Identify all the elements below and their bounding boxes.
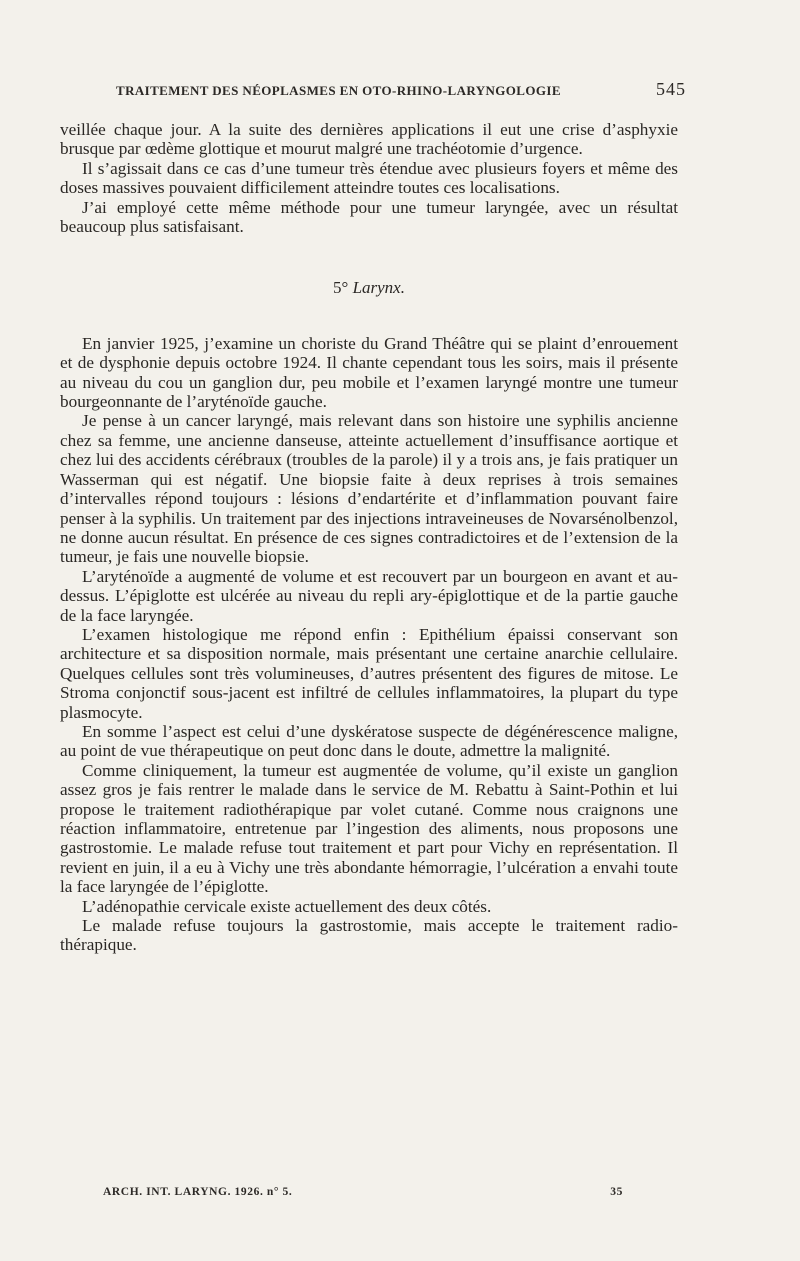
paragraph: Comme cliniquement, la tumeur est augmentée de volume, qu’il existe un ganglion assez gros je fais rentrer le malade dans le service de M. Rebattu à Saint-Pothin et lui propose le traitement radiothérapique par volet cutané. Comme nous craignons une réaction inflammatoire, entretenue par l’ingestion des aliments, nous proposons une gastrostomie. Le malade refuse tout traitement et part pour Vichy en représentation. Il revient en juin, il a eu à Vichy une très abondante hémorragie, l’ulcération a envahi toute la face laryngée de l’épiglotte. — [60, 760, 678, 897]
signature-mark: 35 — [610, 1186, 623, 1198]
page-body — [60, 120, 678, 955]
running-title: TRAITEMENT DES NÉOPLASMES EN OTO-RHINO-LARYNGOLOGIE — [116, 83, 561, 98]
paragraph: J’ai employé cette même méthode pour une tumeur laryngée, avec un résultat beaucoup plus satisfaisant. — [60, 197, 678, 237]
page-number: 545 — [656, 79, 686, 99]
page-footer — [103, 1186, 623, 1198]
paragraph: L’adénopathie cervicale existe actuellement des deux côtés. — [82, 896, 492, 916]
paragraph: Il s’agissait dans ce cas d’une tumeur très étendue avec plusieurs foyers et même des doses massives pouvaient difficilement atteindre toutes ces localisations. — [60, 158, 678, 198]
running-header — [116, 79, 686, 100]
paragraph: Je pense à un cancer laryngé, mais relevant dans son histoire une syphilis ancienne chez sa femme, une ancienne danseuse, atteinte actuellement d’insuffisance aortique et chez lui des accidents cérébraux (troubles de la parole) il y a trois ans, je fais pratiquer un Wasserman qui est négatif. Une biopsie faite à deux reprises à trois semaines d’intervalles répond toujours : lésions d’endartérite et d’inflammation pouvant faire penser à la syphilis. Un traitement par des injections intraveineuses de Novarsénolbenzol, ne donne aucun résultat. En présence de ces signes contradictoires et de l’extension de la tumeur, je fais une nouvelle biopsie. — [60, 411, 678, 567]
section-title: Larynx. — [352, 278, 405, 298]
section-heading — [60, 278, 678, 297]
section-number: 5° — [333, 278, 349, 298]
paragraph: Le malade refuse toujours la gastrostomie, mais accepte le traitement radio-thérapique. — [60, 916, 678, 955]
journal-reference: ARCH. INT. LARYNG. 1926. n° 5. — [103, 1186, 293, 1198]
paragraph: L’aryténoïde a augmenté de volume et est recouvert par un bourgeon en avant et au-dessus. L’épiglotte est ulcérée au niveau du repli ary-épiglottique et de la partie gauche de la face laryngée. — [60, 566, 678, 625]
paragraph: En somme l’aspect est celui d’une dyskératose suspecte de dégénérescence maligne, au point de vue thérapeutique on peut donc dans le doute, admettre la malignité. — [60, 721, 678, 761]
paragraph: En janvier 1925, j’examine un choriste du Grand Théâtre qui se plaint d’enrouement et de dysphonie depuis octobre 1924. Il chante cependant tous les soirs, mais il présente au niveau du cou un ganglion dur, peu mobile et l’examen laryngé montre une tumeur bourgeonnante de l’aryténoïde gauche. — [60, 333, 678, 412]
paragraph: L’examen histologique me répond enfin : Epithélium épaissi conservant son architecture et sa disposition normale, mais présentant une certaine anarchie cellulaire. Quelques cellules sont très volumineuses, d’autres présentent des figures de mitose. Le Stroma conjonctif sous-jacent est infiltré de cellules inflammatoires, la plupart du type plasmocyte. — [60, 624, 678, 722]
paragraph-continuation: veillée chaque jour. A la suite des dernières applications il eut une crise d’asphyxie brusque par œdème glottique et mourut malgré une trachéotomie d’urgence. — [60, 120, 678, 159]
